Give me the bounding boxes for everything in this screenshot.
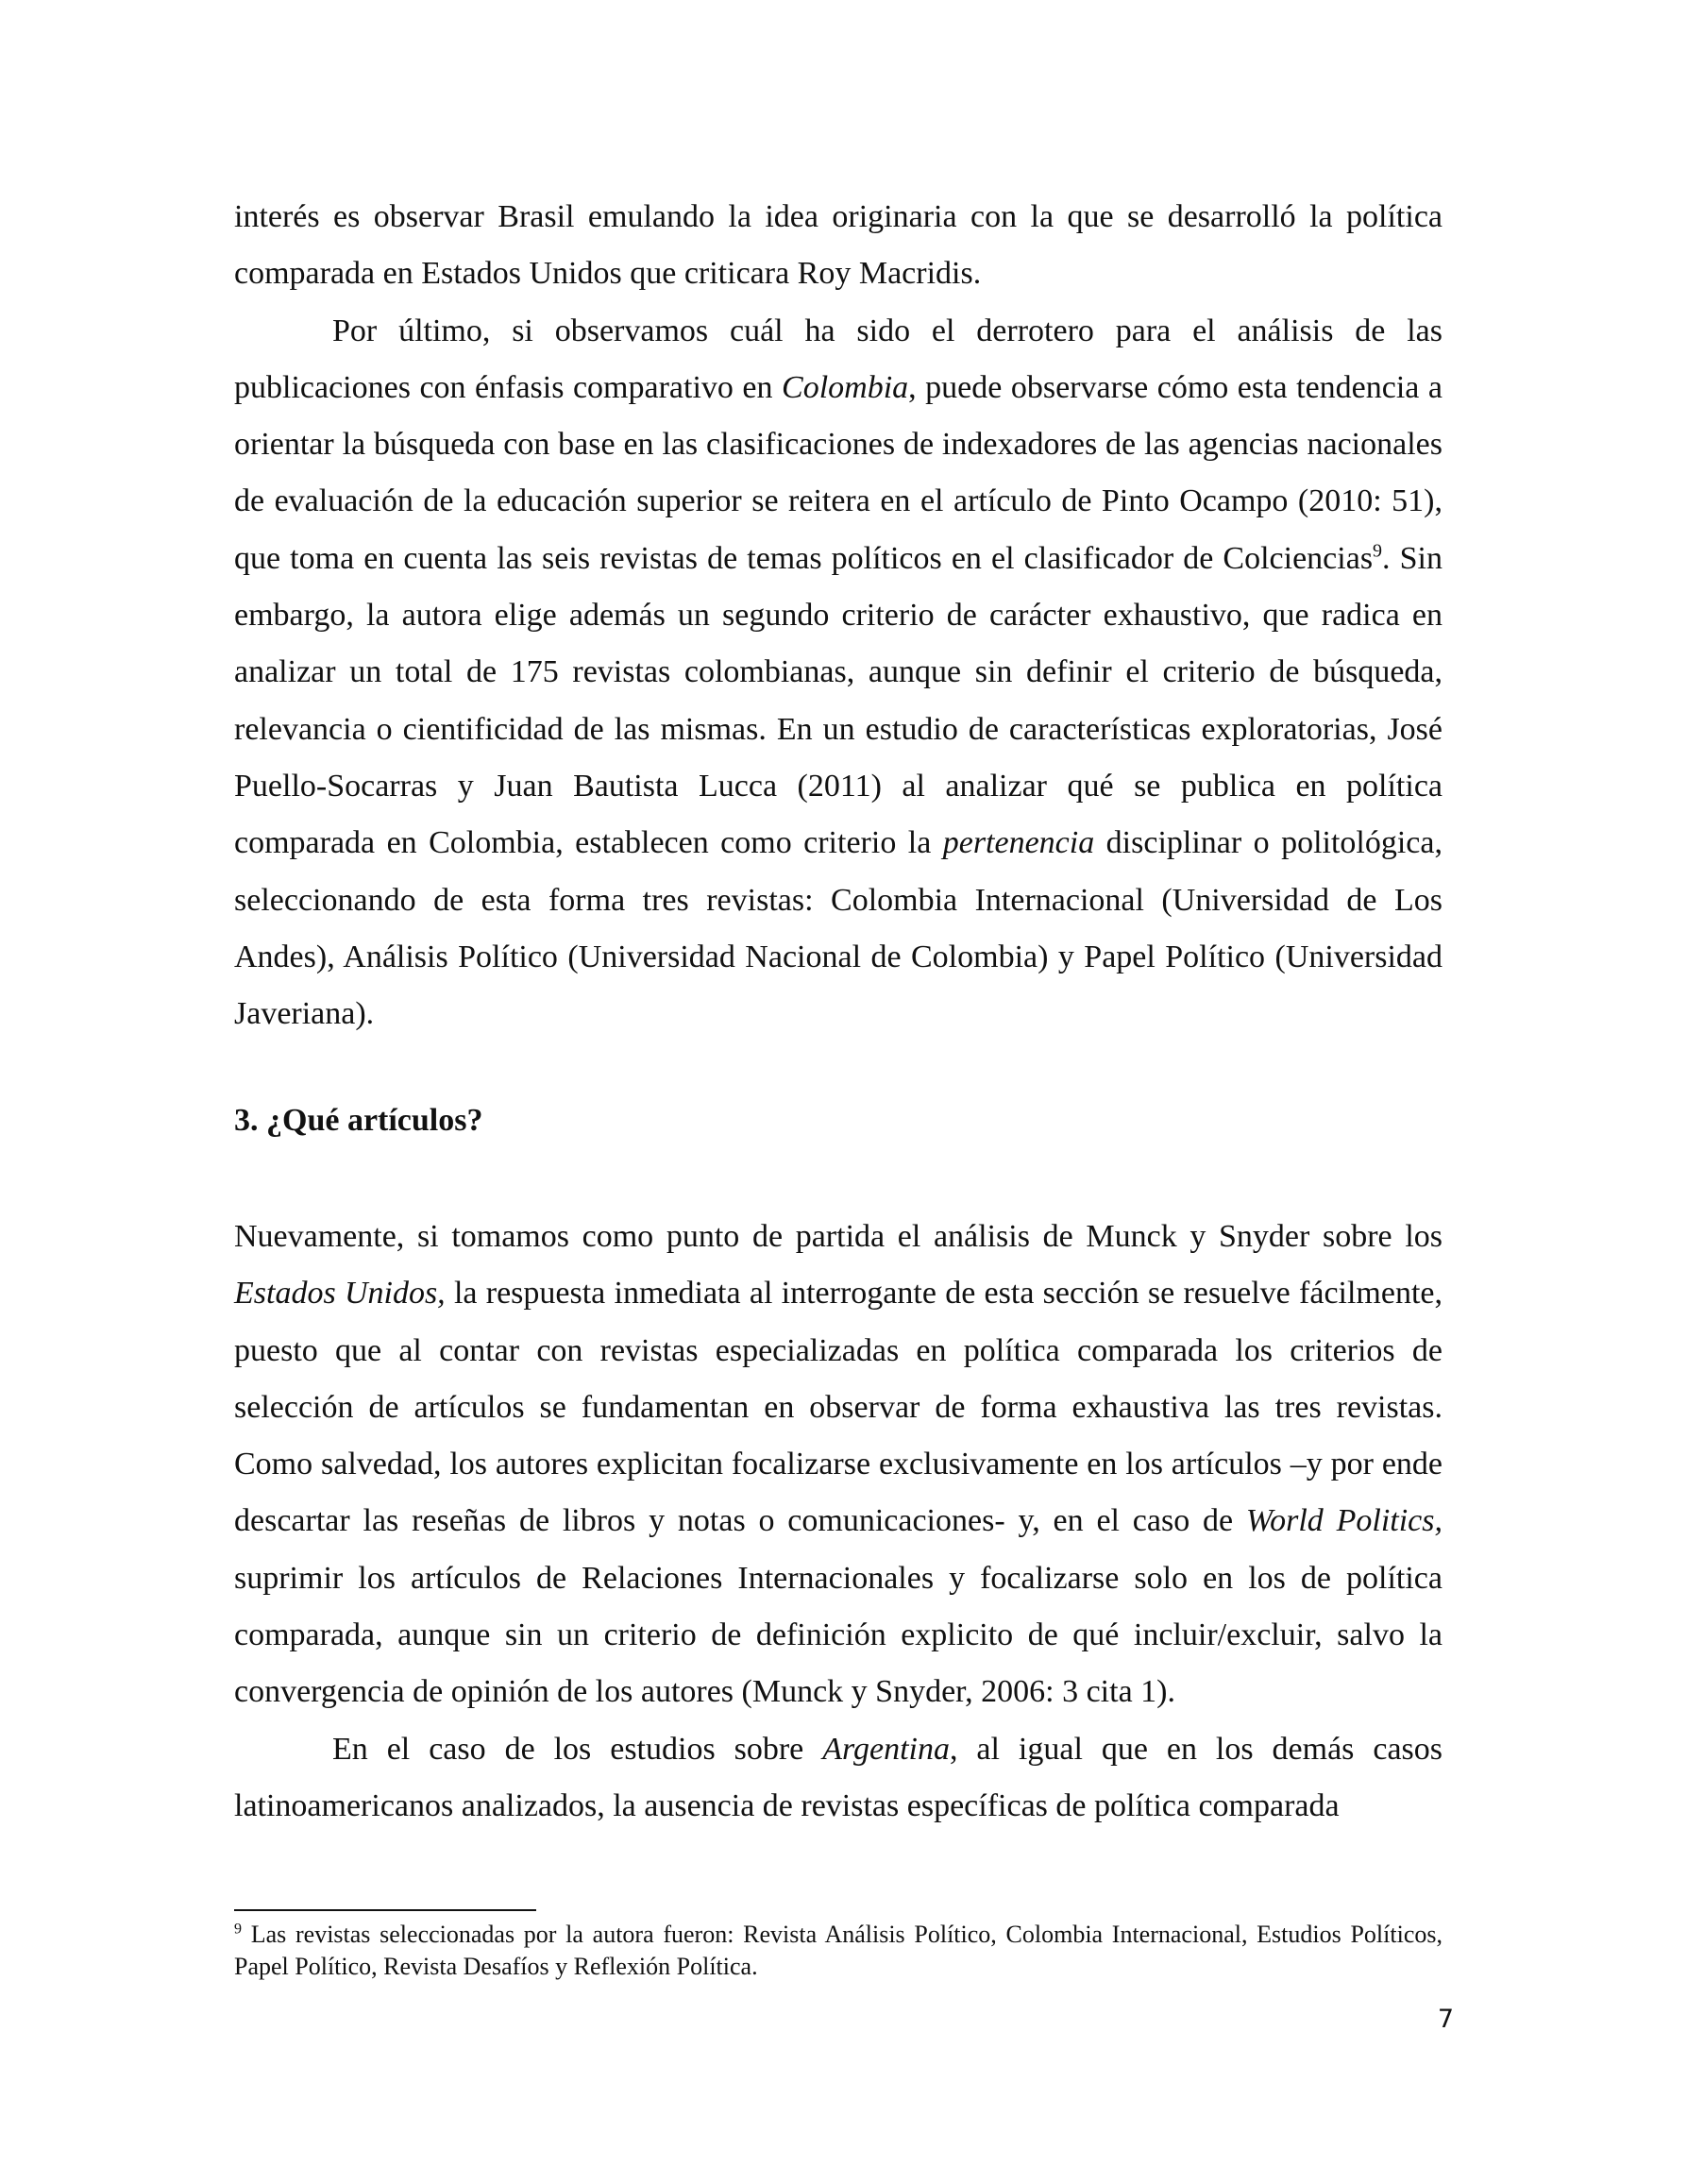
footnote-separator <box>234 1909 536 1911</box>
paragraph-2 <box>234 303 1442 1043</box>
paragraph-2-text-a: Por último, si observamos cuál ha sido el derrotero para el análisis de las publicaciones con énfasis comparativo en <box>234 313 1442 405</box>
section-heading: 3. ¿Qué artículos? <box>234 1103 483 1138</box>
body-text-lower <box>234 1209 1442 1835</box>
paragraph-2-text-b: , puede observarse cómo esta tendencia a orientar la búsqueda con base en las clasificaciones de indexadores de las agencias nacionales de evaluación de la educación superior se reitera en el artículo de Pinto Ocampo (2010: 51), que toma en cuenta las seis revistas de temas políticos en el clasificador de Colciencias <box>234 369 1442 576</box>
italic-argentina: Argentina <box>822 1731 950 1767</box>
italic-world-politics: World Politics, <box>1245 1503 1442 1539</box>
paragraph-4-text-a: En el caso de los estudios sobre <box>332 1731 823 1767</box>
body-text-upper <box>234 189 1442 1042</box>
italic-estados-unidos: Estados Unidos, <box>234 1276 446 1312</box>
paragraph-3-text-b: la respuesta inmediata al interrogante de esta sección se resuelve fácilmente, puesto que al contar con revistas especializadas en política comparada los criterios de selección de artículos se fundamentan en observar de forma exhaustiva las tres revistas. Como salvedad, los autores explicitan focalizarse exclusivamente en los artículos –y por ende descartar las reseñas de libros y notas o comunicaciones- y, en el caso de <box>234 1276 1442 1539</box>
footnote-reference-9[interactable]: 9 <box>1373 540 1383 562</box>
paragraph-2-text-d: disciplinar o politológica, seleccionando de esta forma tres revistas: Colombia Internacional (Universidad de Los Andes), Análisis Político (Universidad Nacional de Colombia) y Papel Político (Universidad Javeriana). <box>234 825 1442 1032</box>
paragraph-1: interés es observar Brasil emulando la idea originaria con la que se desarrolló la política comparada en Estados Unidos que criticara Roy Macridis. <box>234 199 1442 292</box>
paragraph-4 <box>234 1721 1442 1836</box>
page-number: 7 <box>1437 2005 1454 2034</box>
paragraph-3-text-c: suprimir los artículos de Relaciones Internacionales y focalizarse solo en los de política comparada, aunque sin un criterio de definición explicito de qué incluir/excluir, salvo la convergencia de opinión de los autores (Munck y Snyder, 2006: 3 cita 1). <box>234 1560 1442 1710</box>
italic-colombia: Colombia <box>782 369 909 405</box>
footnote-9 <box>234 1919 1442 1983</box>
paragraph-2-text-c: . Sin embargo, la autora elige además un segundo criterio de carácter exhaustivo, que radica en analizar un total de 175 revistas colombianas, aunque sin definir el criterio de búsqueda, relevancia o cientificidad de las mismas. En un estudio de características exploratorias, José Puello-Socarras y Juan Bautista Lucca (2011) al analizar qué se publica en política comparada en Colombia, establecen como criterio la <box>234 540 1442 861</box>
italic-pertenencia: pertenencia <box>942 825 1095 861</box>
paragraph-4-text-b: , al igual que en los demás casos latinoamericanos analizados, la ausencia de revistas específicas de política comparada <box>234 1731 1443 1823</box>
footnote-text: Las revistas seleccionadas por la autora fueron: Revista Análisis Político, Colombia Internacional, Estudios Políticos, Papel Político, Revista Desafíos y Reflexión Política. <box>234 1921 1442 1980</box>
paragraph-3-text-a: Nuevamente, si tomamos como punto de partida el análisis de Munck y Snyder sobre los <box>234 1219 1442 1254</box>
paragraph-3 <box>234 1209 1442 1721</box>
footnote-number: 9 <box>234 1921 242 1938</box>
